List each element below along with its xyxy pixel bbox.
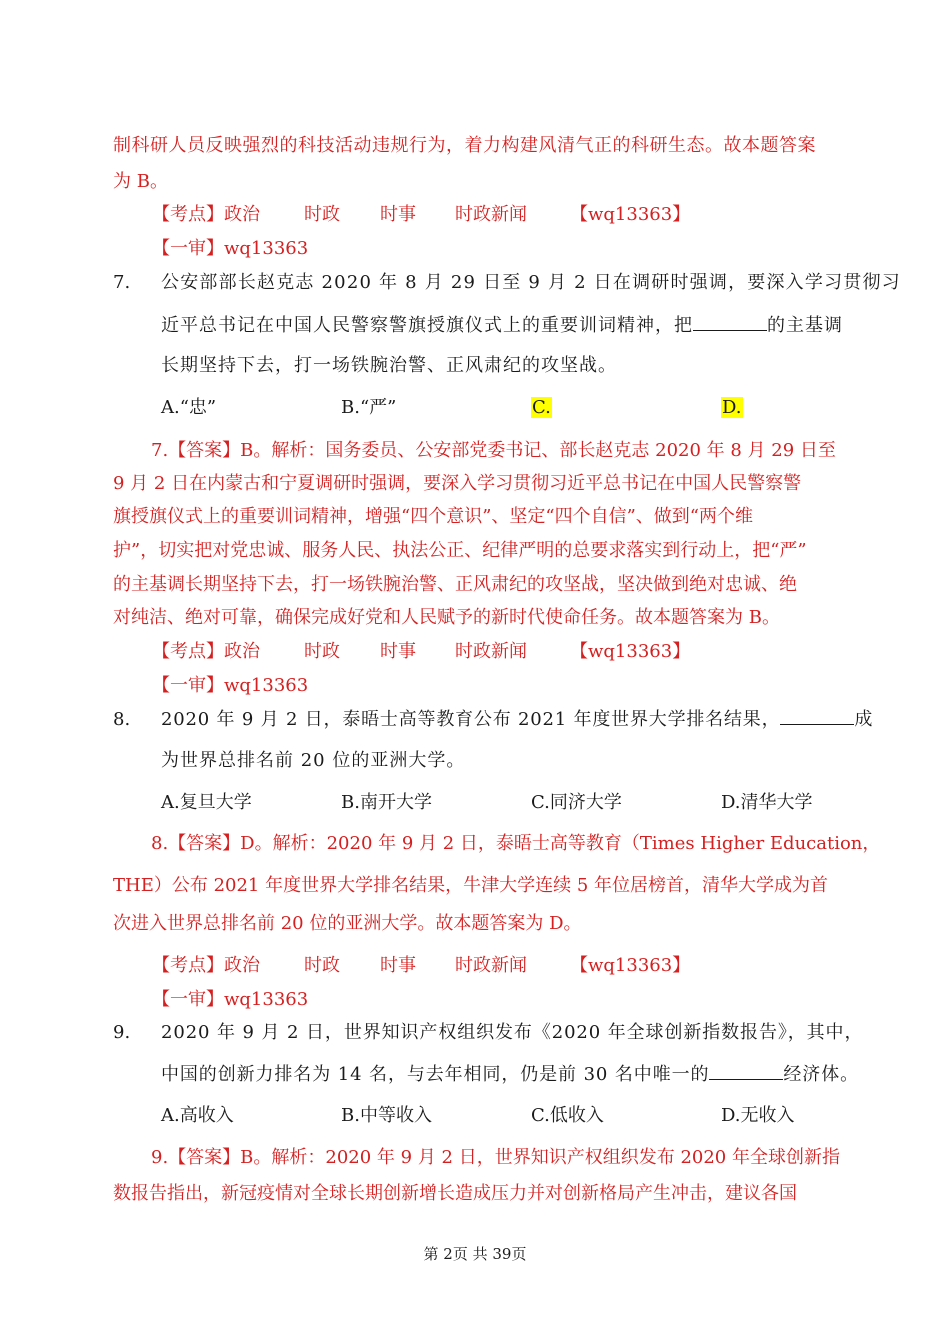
question-text-line xyxy=(161,708,874,732)
answer-explanation-line: 旗授旗仪式上的重要训词精神，增强“四个意识”、坚定“四个自信”、做到“两个维 xyxy=(113,506,754,527)
option-a: A.复旦大学 xyxy=(161,792,252,813)
question-text-segment: 经济体。 xyxy=(783,1064,860,1085)
question-text-line: 2020 年 9 月 2 日，世界知识产权组织发布《2020 年全球创新指数报告》，其中， xyxy=(161,1022,864,1043)
tag-code: 【wq13363】 xyxy=(570,204,691,225)
tag-yishen: 【一审】wq13363 xyxy=(152,238,309,259)
answer-explanation-line: 的主基调长期坚持下去，打一场铁腕治警、正风肃纪的攻坚战，坚决做到绝对忠诚、绝 xyxy=(113,574,797,595)
tag-news: 时政新闻 xyxy=(455,641,527,662)
option-b: B.南开大学 xyxy=(341,792,432,813)
tag-code: 【wq13363】 xyxy=(570,955,691,976)
answer-explanation-line: 数报告指出，新冠疫情对全球长期创新增长造成压力并对创新格局产生冲击，建议各国 xyxy=(113,1183,797,1204)
question-text-segment: 成 xyxy=(854,709,874,730)
option-d: D.无收入 xyxy=(721,1105,795,1126)
question-text-line: 公安部部长赵克志 2020 年 8 月 29 日至 9 月 2 日在调研时强调，要深入学习贯彻习 xyxy=(161,272,901,293)
tag-yishen: 【一审】wq13363 xyxy=(152,675,309,696)
answer-explanation-line: 7.【答案】B。解析：国务委员、公安部党委书记、部长赵克志 2020 年 8 月 29 日至 xyxy=(151,440,836,461)
highlighted-option-label: D. xyxy=(722,397,742,418)
question-text-line xyxy=(161,314,843,338)
tag-shizheng: 时政 xyxy=(304,641,340,662)
question-text-line xyxy=(161,1063,860,1087)
answer-explanation-line: 护”，切实把对党忠诚、服务人民、执法公正、纪律严明的总要求落实到行动上，把“严” xyxy=(113,540,807,561)
answer-blank xyxy=(780,708,854,725)
option-b: B.“严” xyxy=(341,397,397,418)
option-d: D.清华大学 xyxy=(721,792,813,813)
answer-explanation-line: THE）公布 2021 年度世界大学排名结果，牛津大学连续 5 年位居榜首，清华大学成为首 xyxy=(113,875,828,896)
answer-explanation-line: 8.【答案】D。解析：2020 年 9 月 2 日，泰晤士高等教育（Times Higher Education， xyxy=(151,833,881,854)
option-d xyxy=(721,396,743,420)
answer-explanation-line: 9 月 2 日在内蒙古和宁夏调研时强调，要深入学习贯彻习近平总书记在中国人民警察警 xyxy=(113,473,802,494)
question-number: 9. xyxy=(113,1022,131,1043)
question-text-line: 为世界总排名前 20 位的亚洲大学。 xyxy=(161,750,466,771)
tag-news: 时政新闻 xyxy=(455,204,527,225)
question-text-segment: 的主基调 xyxy=(767,315,843,336)
option-a: A.“忠” xyxy=(161,397,217,418)
option-c: C.同济大学 xyxy=(531,792,622,813)
option-a: A.高收入 xyxy=(161,1105,234,1126)
option-b: B.中等收入 xyxy=(341,1105,432,1126)
tag-shizheng: 时政 xyxy=(304,204,340,225)
answer-blank xyxy=(709,1063,783,1080)
answer-explanation-line: 对纯洁、绝对可靠，确保完成好党和人民赋予的新时代使命任务。故本题答案为 B。 xyxy=(113,607,780,628)
highlighted-option-label: C. xyxy=(532,397,551,418)
tag-shishi: 时事 xyxy=(380,641,416,662)
tag-shizheng: 时政 xyxy=(304,955,340,976)
option-c xyxy=(531,396,552,420)
answer-explanation-line: 次进入世界总排名前 20 位的亚洲大学。故本题答案为 D。 xyxy=(113,913,582,934)
tag-code: 【wq13363】 xyxy=(570,641,691,662)
question-number: 8. xyxy=(113,709,131,730)
tag-kaodian: 【考点】政治 xyxy=(152,204,260,225)
question-text-segment: 近平总书记在中国人民警察警旗授旗仪式上的重要训词精神，把 xyxy=(161,315,693,336)
answer-explanation-line: 9.【答案】B。解析：2020 年 9 月 2 日，世界知识产权组织发布 2020 年全球创新指 xyxy=(151,1147,840,1168)
answer-text-line: 制科研人员反映强烈的科技活动违规行为，着力构建风清气正的科研生态。故本题答案 xyxy=(113,135,816,156)
tag-shishi: 时事 xyxy=(380,955,416,976)
question-text-segment: 中国的创新力排名为 14 名，与去年相同，仍是前 30 名中唯一的 xyxy=(161,1064,710,1085)
option-c: C.低收入 xyxy=(531,1105,604,1126)
tag-kaodian: 【考点】政治 xyxy=(152,955,260,976)
question-number: 7. xyxy=(113,272,131,293)
question-text-segment: 2020 年 9 月 2 日，泰晤士高等教育公布 2021 年度世界大学排名结果， xyxy=(161,709,781,730)
page-footer: 第 2页 共 39页 xyxy=(423,1245,527,1263)
tag-kaodian: 【考点】政治 xyxy=(152,641,260,662)
question-text-line: 长期坚持下去，打一场铁腕治警、正风肃纪的攻坚战。 xyxy=(161,355,617,376)
tag-yishen: 【一审】wq13363 xyxy=(152,989,309,1010)
answer-blank xyxy=(693,314,767,331)
tag-news: 时政新闻 xyxy=(455,955,527,976)
tag-shishi: 时事 xyxy=(380,204,416,225)
answer-text-line: 为 B。 xyxy=(113,171,168,192)
